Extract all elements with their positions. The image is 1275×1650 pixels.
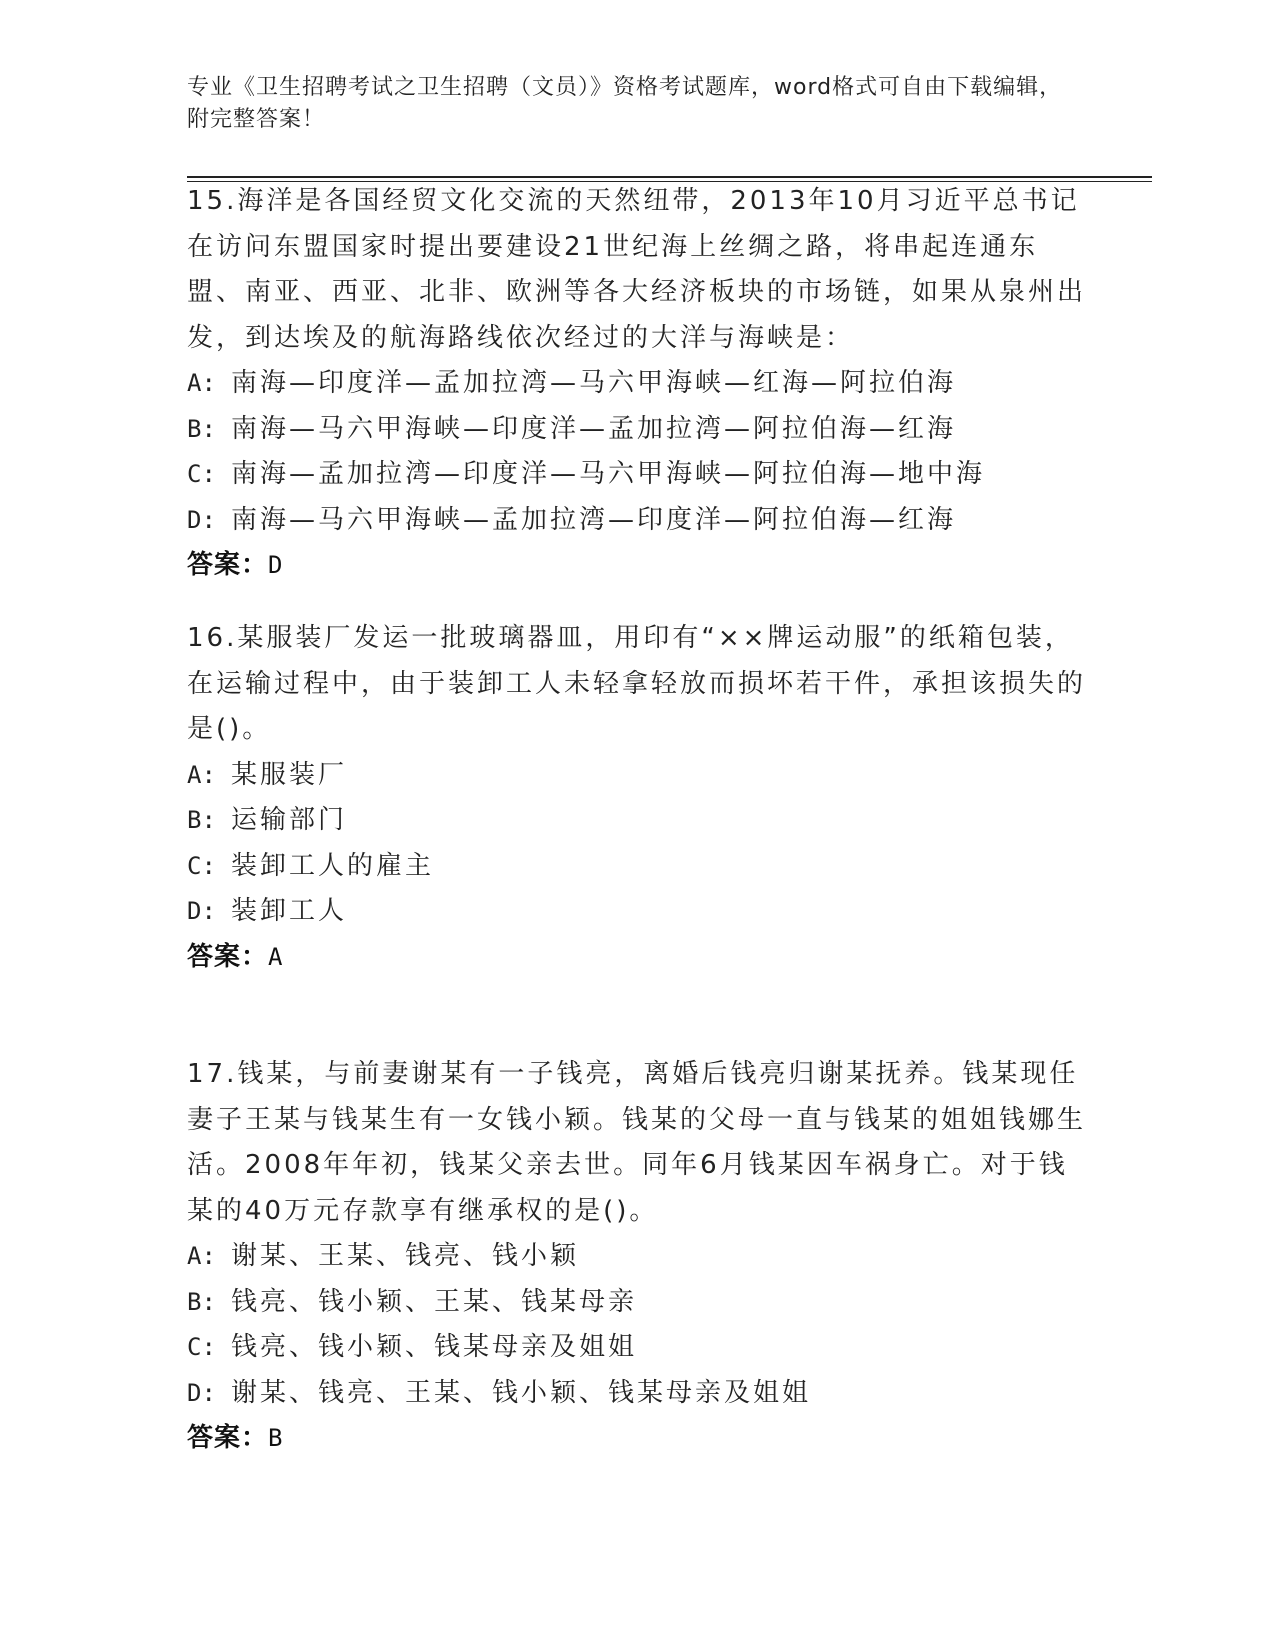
answer-line [187,935,1087,981]
answer-line [187,543,1087,589]
question-17 [187,1052,1087,1462]
question-15 [187,179,1087,589]
answer-label: 答案： [187,550,269,580]
option-a [187,753,1087,799]
question-stem: 17.钱某，与前妻谢某有一子钱亮，离婚后钱亮归谢某抚养。钱某现任妻子王某与钱某生有一女钱小颖。钱某的父母一直与钱某的姐姐钱娜生活。2008年年初，钱某父亲去世。同年6月钱某因车祸身亡。对于钱某的40万元存款享有继承权的是()。 [187,1059,1087,1226]
document-header: 专业《卫生招聘考试之卫生招聘（文员）》资格考试题库，word格式可自由下载编辑，附完整答案！ [187,75,1063,132]
answer-line [187,1416,1087,1462]
question-stem: 16.某服装厂发运一批玻璃器皿，用印有“××牌运动服”的纸箱包装，在运输过程中，由于装卸工人未轻拿轻放而损坏若干件，承担该损失的是()。 [187,623,1087,744]
option-text: 谢某、王某、钱亮、钱小颖 [231,1241,580,1271]
option-text: 装卸工人的雇主 [231,850,435,881]
option-key: A: [187,1242,216,1270]
option-d [187,498,1087,544]
header-divider-thick [187,176,1152,178]
answer-value: D [268,551,284,579]
option-text: 南海—孟加拉湾—印度洋—马六甲海峡—阿拉伯海—地中海 [231,459,986,489]
option-d [187,1371,1087,1417]
option-text: 南海—马六甲海峡—印度洋—孟加拉湾—阿拉伯海—红海 [231,413,957,444]
option-c [187,844,1087,890]
option-text: 运输部门 [231,805,348,835]
option-d [187,889,1087,935]
option-a [187,361,1087,407]
option-key: D: [187,1378,216,1407]
option-key: D: [187,505,216,534]
answer-label: 答案： [187,941,269,972]
answer-value: A [268,942,284,971]
option-key: B: [187,1287,216,1316]
option-key: B: [187,806,216,834]
option-b [187,1280,1087,1326]
option-text: 钱亮、钱小颖、钱某母亲及姐姐 [231,1332,638,1362]
option-key: A: [187,369,216,397]
option-key: C: [187,1333,216,1361]
question-16 [187,616,1087,980]
option-key: D: [187,897,216,925]
option-b [187,407,1087,453]
option-c [187,1325,1087,1371]
option-key: A: [187,760,216,789]
option-key: C: [187,851,216,880]
option-b [187,798,1087,844]
option-text: 装卸工人 [231,896,348,926]
option-text: 南海—马六甲海峡—孟加拉湾—印度洋—阿拉伯海—红海 [231,504,957,535]
option-c [187,452,1087,498]
question-stem: 15.海洋是各国经贸文化交流的天然纽带，2013年10月习近平总书记在访问东盟国家时提出要建设21世纪海上丝绸之路，将串起连通东盟、南亚、西亚、北非、欧洲等各大经济板块的市场链，如果从泉州出发，到达埃及的航海路线依次经过的大洋与海峡是： [187,186,1087,353]
option-text: 南海—印度洋—孟加拉湾—马六甲海峡—红海—阿拉伯海 [231,368,957,398]
option-text: 钱亮、钱小颖、王某、钱某母亲 [231,1286,638,1317]
option-text: 某服装厂 [231,759,348,790]
answer-value: B [268,1424,284,1452]
answer-label: 答案： [187,1423,269,1453]
option-key: C: [187,460,216,488]
option-a [187,1234,1087,1280]
option-text: 谢某、钱亮、王某、钱小颖、钱某母亲及姐姐 [231,1377,812,1408]
option-key: B: [187,414,216,443]
